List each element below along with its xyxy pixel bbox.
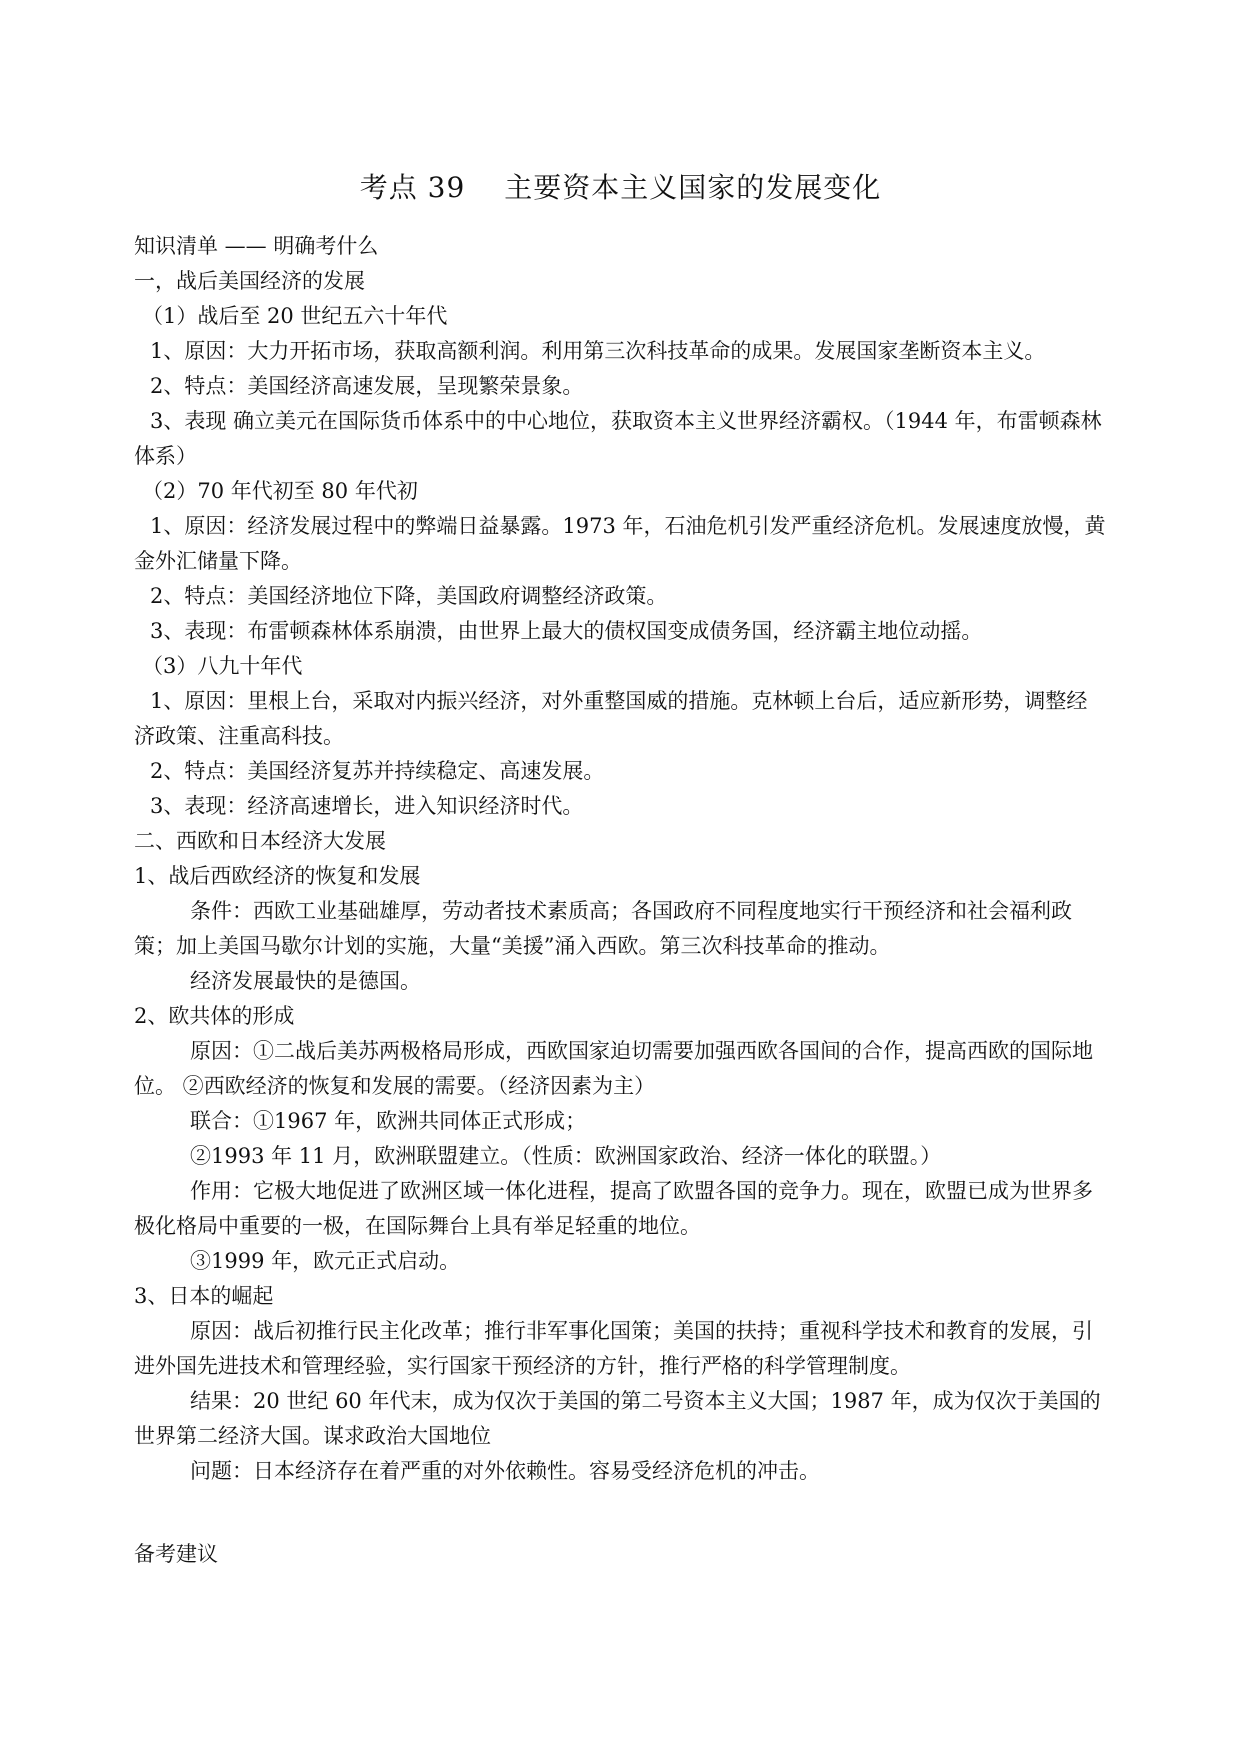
section-heading-western-europe-japan: 二、西欧和日本经济大发展 [134, 829, 386, 853]
paragraph-eu-1993: ②1993 年 11 月，欧洲联盟建立。（性质：欧洲国家政治、经济一体化的联盟。） [190, 1144, 942, 1168]
subheading-japan-rise: 3、日本的崛起 [134, 1284, 274, 1308]
paragraph-ec-union-1967: 联合：①1967 年，欧洲共同体正式形成； [190, 1109, 587, 1133]
paragraph-feature-2: 2、特点：美国经济地位下降，美国政府调整经济政策。 [150, 584, 668, 608]
section-heading-exam-advice: 备考建议 [134, 1542, 218, 1566]
paragraph-reason-1: 1、原因：大力开拓市场，获取高额利润。利用第三次科技革命的成果。发展国家垄断资本主义。 [150, 339, 1046, 363]
subheading-period-2: （2）70 年代初至 80 年代初 [142, 479, 418, 503]
section-heading-knowledge-list: 知识清单 —— 明确考什么 [134, 234, 379, 258]
blank-gap [134, 1489, 1106, 1537]
paragraph-feature-1: 2、特点：美国经济高速发展，呈现繁荣景象。 [150, 374, 584, 398]
page-title: 考点 39 主要资本主义国家的发展变化 [359, 171, 882, 204]
paragraph-japan-reason: 原因：战后初推行民主化改革；推行非军事化国策；美国的扶持；重视科学技术和教育的发展，引进外国先进技术和管理经验，实行国家干预经济的方针，推行严格的科学管理制度。 [134, 1319, 1093, 1378]
paragraph-feature-3: 2、特点：美国经济复苏并持续稳定、高速发展。 [150, 759, 605, 783]
paragraph-japan-result: 结果：20 世纪 60 年代末，成为仅次于美国的第二号资本主义大国；1987 年，成为仅次于美国的世界第二经济大国。谋求政治大国地位 [134, 1389, 1101, 1448]
subheading-western-europe-recovery: 1、战后西欧经济的恢复和发展 [134, 864, 421, 888]
paragraph-eu-effect: 作用：它极大地促进了欧洲区域一体化进程，提高了欧盟各国的竞争力。现在，欧盟已成为世界多极化格局中重要的一极，在国际舞台上具有举足轻重的地位。 [134, 1179, 1093, 1238]
paragraph-performance-3: 3、表现：经济高速增长，进入知识经济时代。 [150, 794, 584, 818]
document-body [134, 229, 1106, 1572]
paragraph-euro-1999: ③1999 年，欧元正式启动。 [190, 1249, 461, 1273]
paragraph-conditions: 条件：西欧工业基础雄厚，劳动者技术素质高；各国政府不同程度地实行干预经济和社会福利政策；加上美国马歇尔计划的实施，大量“美援”涌入西欧。第三次科技革命的推动。 [134, 899, 1072, 958]
subheading-ec-formation: 2、欧共体的形成 [134, 1004, 295, 1028]
paragraph-performance-1: 3、表现 确立美元在国际货币体系中的中心地位，获取资本主义世界经济霸权。（1944 年，布雷顿森林体系） [134, 409, 1102, 468]
paragraph-reason-3: 1、原因：里根上台，采取对内振兴经济，对外重整国威的措施。克林顿上台后，适应新形势，调整经济政策、注重高科技。 [134, 689, 1088, 748]
subheading-period-1: （1）战后至 20 世纪五六十年代 [142, 304, 448, 328]
paragraph-japan-problem: 问题：日本经济存在着严重的对外依赖性。容易受经济危机的冲击。 [190, 1459, 820, 1483]
paragraph-performance-2: 3、表现：布雷顿森林体系崩溃，由世界上最大的债权国变成债务国，经济霸主地位动摇。 [150, 619, 983, 643]
paragraph-fastest-germany: 经济发展最快的是德国。 [190, 969, 421, 993]
subheading-period-3: （3）八九十年代 [142, 654, 303, 678]
paragraph-reason-2: 1、原因：经济发展过程中的弊端日益暴露。1973 年，石油危机引发严重经济危机。发展速度放慢，黄金外汇储量下降。 [134, 514, 1106, 573]
section-heading-us-economy: 一，战后美国经济的发展 [134, 269, 365, 293]
paragraph-ec-reason: 原因：①二战后美苏两极格局形成，西欧国家迫切需要加强西欧各国间的合作，提高西欧的国际地位。 ②西欧经济的恢复和发展的需要。（经济因素为主） [134, 1039, 1093, 1098]
